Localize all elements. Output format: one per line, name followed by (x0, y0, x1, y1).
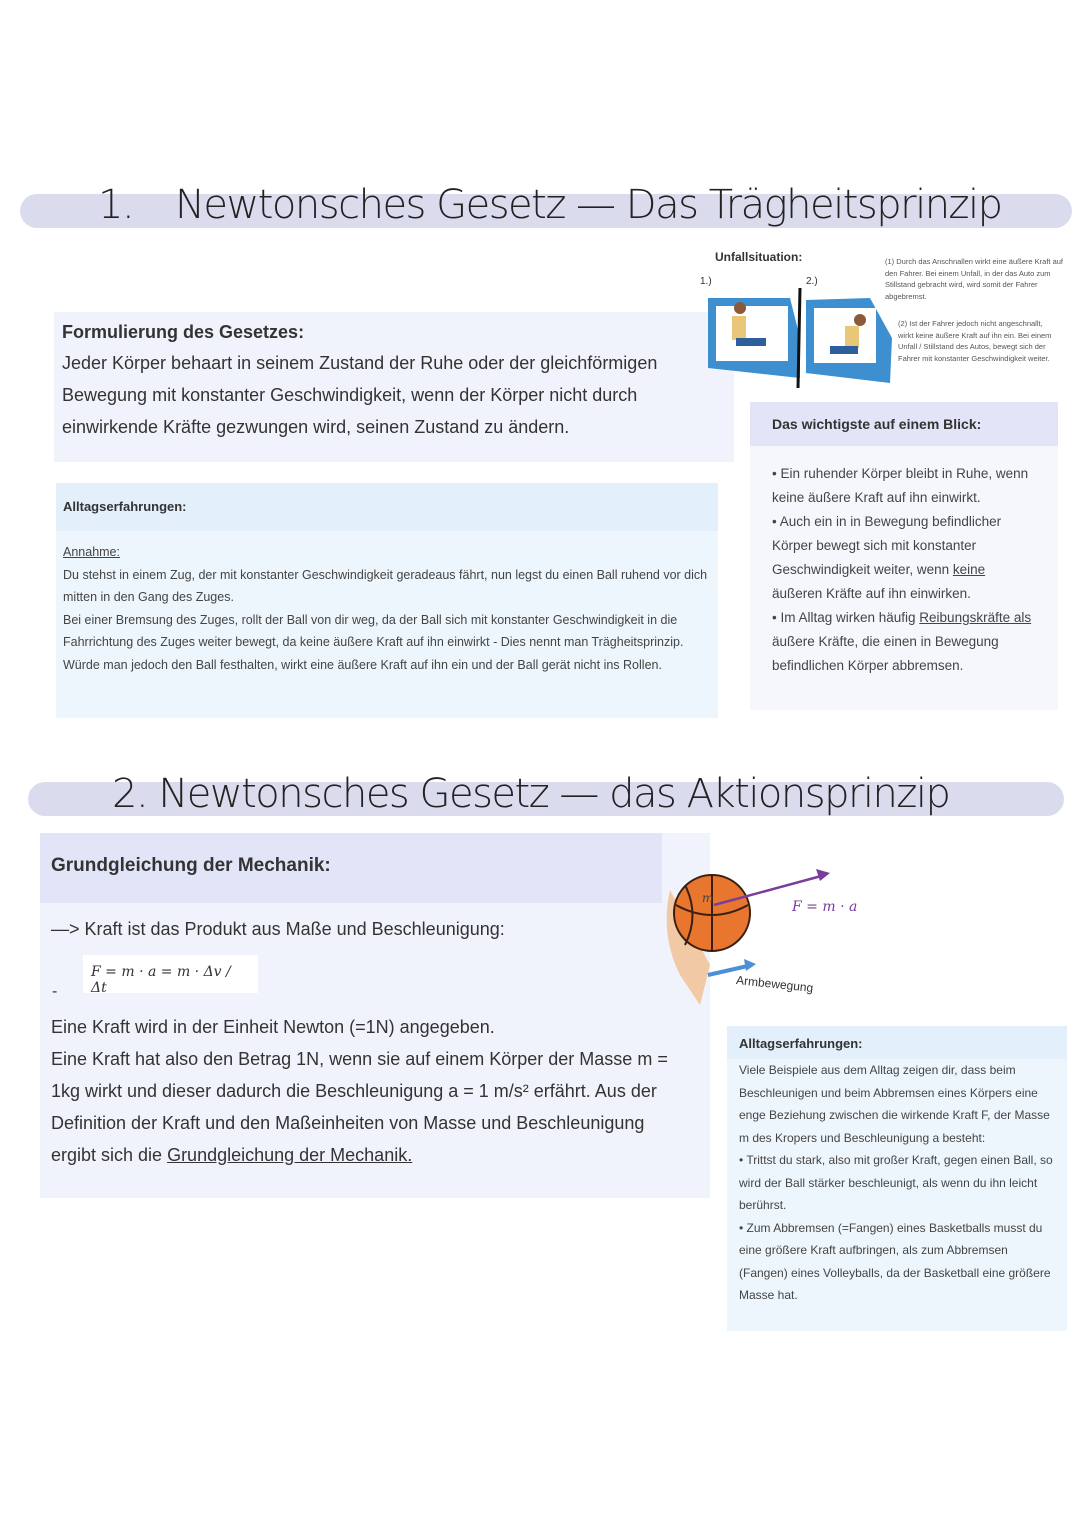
car-crash-illustration (700, 278, 900, 388)
mass-label: m (702, 891, 714, 905)
force-formula: F = m · a (792, 899, 858, 915)
section1-title: Newtonsches Gesetz — Das Trägheitsprinzip (175, 182, 1002, 228)
everyday2-bullet-1: • Trittst du stark, also mit großer Kraft, gegen einen Ball, so wird der Ball stärker beschleunigt, als wenn du ihn leicht berührst. (739, 1153, 1053, 1212)
everyday-p1: Du stehst in einem Zug, der mit konstanter Geschwindigkeit geradeaus fährt, nun legst du einen Ball ruhend vor dich mitten in den Gang des Zuges. (63, 567, 708, 604)
basic-equation-box (40, 833, 710, 1198)
basic-p2: Eine Kraft hat also den Betrag 1N, wenn sie auf einem Körper der Masse m = 1kg wirkt und dieser dadurch die Beschleunigung a = 1 m/s² erfährt. Aus der Definition der Kraft und den Maßeinheiten von Masse und Beschleunigung ergibt sich die (51, 1049, 668, 1165)
accident-label-1: 1.) (700, 276, 712, 287)
everyday-heading-1: Alltagserfahrungen: (56, 483, 718, 531)
basic-p1: Eine Kraft wird in der Einheit Newton (=1N) angegeben. (51, 1017, 495, 1037)
everyday2-bullet-2: • Zum Abbremsen (=Fangen) eines Basketballs musst du eine größere Kraft aufbringen, als zum Abbremsen (Fangen) eines Volleyballs, da der Basketball eine größere Masse hat. (739, 1220, 1051, 1302)
basic-link: Grundgleichung der Mechanik. (167, 1145, 413, 1165)
basic-arrow-text: —> Kraft ist das Produkt aus Maße und Beschleunigung: (51, 919, 505, 939)
summary-bullet-3-text: • Im Alltag wirken häufig (772, 610, 920, 625)
basketball-figure (640, 845, 880, 1015)
dash: - (52, 983, 58, 1000)
everyday-box-1 (56, 483, 718, 718)
accident-caption-2: (2) Ist der Fahrer jedoch nicht angeschnallt, wirkt keine äußere Kraft auf ihn ein. Bei einem Unfall / Stillstand des Autos, bewegt sich der Fahrer mit konstanter Geschwindigkeit weiter. (898, 319, 1052, 363)
everyday-p3: Würde man jedoch den Ball festhalten, wirkt eine äußere Kraft auf ihn ein und der Ball gerät nicht ins Rollen. (63, 657, 662, 672)
assumption-label: Annahme: (63, 545, 120, 559)
summary-bullet-2-text-end: äußeren Kräfte auf ihn einwirken. (772, 586, 971, 601)
summary-bullet-3 (772, 606, 1036, 678)
summary-bullet-2-text: • Auch ein in in Bewegung befindlicher Körper bewegt sich mit konstanter Geschwindigkeit weiter, wenn (772, 514, 1002, 577)
formula-box: F = m · a = m · Δv / Δt (83, 955, 258, 993)
accident-caption-1: (1) Durch das Anschnallen wirkt eine äußere Kraft auf den Fahrer. Bei einem Unfall, in der das Auto zum Stillstand gebracht wird, wird somit der Fahrer abgebremst. (885, 257, 1064, 301)
summary-heading: Das wichtigste auf einem Blick: (750, 402, 1058, 446)
section2-title: 2. Newtonsches Gesetz — das Aktionsprinzip (112, 771, 950, 817)
formulation-text: Jeder Körper behaart in seinem Zustand der Ruhe oder der gleichförmigen Bewegung mit konstanter Geschwindigkeit, wenn der Körper nicht durch einwirkende Kräfte gezwungen wird, seinen Zustand zu ändern. (62, 353, 658, 437)
summary-bullet-1: • Ein ruhender Körper bleibt in Ruhe, wenn keine äußere Kraft auf ihn einwirkt. (772, 466, 1029, 505)
summary-emphasis-keine: keine (952, 562, 986, 577)
summary-bullet-2 (772, 510, 1036, 606)
everyday-heading-2: Alltagserfahrungen: (727, 1026, 1067, 1059)
summary-bullet-3-text-end: äußere Kräfte, die einen in Bewegung befindlichen Körper abbremsen. (772, 634, 999, 673)
everyday-box-2 (727, 1026, 1067, 1331)
arm-movement-label: Armbewegung (735, 972, 814, 996)
everyday2-intro: Viele Beispiele aus dem Alltag zeigen dir, dass beim Beschleunigen und beim Abbremsen eines Körpers eine enge Beziehung zwischen die wirkende Kraft F, der Masse m des Kropers und Beschleunigung a besteht: (739, 1063, 1050, 1145)
summary-emphasis-friction: Reibungskräfte als (919, 610, 1032, 625)
formulation-heading: Formulierung des Gesetzes: (62, 322, 305, 342)
basic-heading: Grundgleichung der Mechanik: (40, 833, 662, 903)
accident-heading: Unfallsituation: (715, 250, 803, 264)
everyday-p2: Bei einer Bremsung des Zuges, rollt der Ball von dir weg, da der Ball sich mit konstanter Geschwindigkeit in die Fahrrichtung des Zuges weiter bewegt, da keine äußere Kraft auf ihn einwirkt - Dies nennt man Trägheitsprinzip. (63, 612, 684, 649)
summary-box (750, 402, 1058, 710)
formulation-box (54, 312, 734, 462)
section1-number: 1. (98, 182, 134, 228)
accident-label-2: 2.) (806, 276, 818, 287)
